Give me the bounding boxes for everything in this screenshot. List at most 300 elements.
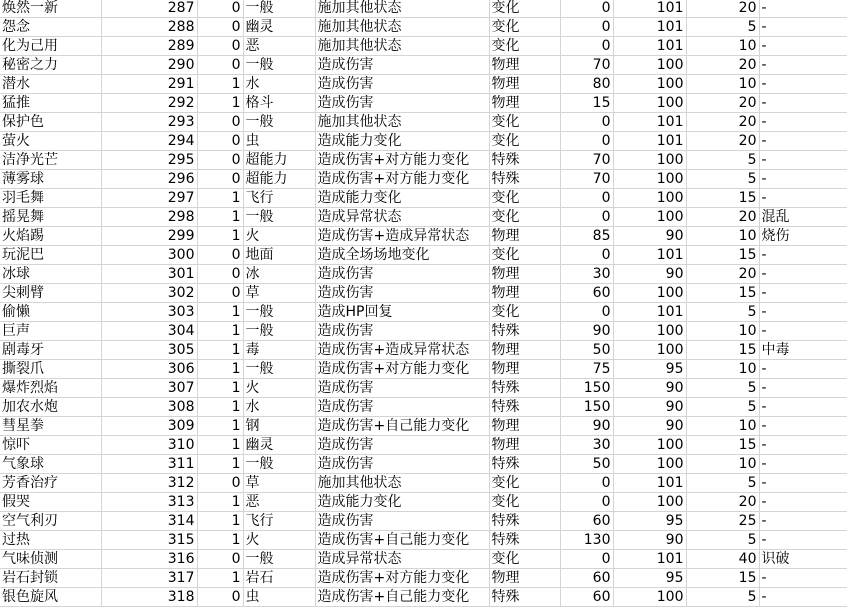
cell-effect[interactable]: 造成HP回复 <box>315 303 489 322</box>
cell-status[interactable]: - <box>759 18 847 37</box>
cell-category[interactable]: 物理 <box>489 417 560 436</box>
cell-power[interactable]: 80 <box>560 75 613 94</box>
cell-move-id[interactable]: 289 <box>101 37 197 56</box>
cell-category[interactable]: 变化 <box>489 18 560 37</box>
cell-status[interactable]: - <box>759 512 847 531</box>
cell-move-name[interactable]: 火焰踢 <box>0 227 101 246</box>
cell-move-id[interactable]: 301 <box>101 265 197 284</box>
cell-effect[interactable]: 造成伤害 <box>315 398 489 417</box>
cell-move-id[interactable]: 302 <box>101 284 197 303</box>
cell-flag[interactable]: 0 <box>197 550 243 569</box>
cell-move-name[interactable]: 猛推 <box>0 94 101 113</box>
cell-type[interactable]: 水 <box>243 398 315 417</box>
cell-power[interactable]: 0 <box>560 189 613 208</box>
cell-move-id[interactable]: 312 <box>101 474 197 493</box>
cell-pp[interactable]: 5 <box>686 588 759 607</box>
cell-status[interactable]: - <box>759 360 847 379</box>
cell-status[interactable]: 烧伤 <box>759 227 847 246</box>
cell-status[interactable]: - <box>759 170 847 189</box>
cell-accuracy[interactable]: 101 <box>613 113 686 132</box>
cell-move-id[interactable]: 318 <box>101 588 197 607</box>
cell-effect[interactable]: 造成能力变化 <box>315 493 489 512</box>
cell-category[interactable]: 变化 <box>489 474 560 493</box>
cell-category[interactable]: 特殊 <box>489 379 560 398</box>
cell-pp[interactable]: 10 <box>686 360 759 379</box>
cell-accuracy[interactable]: 101 <box>613 37 686 56</box>
cell-flag[interactable]: 1 <box>197 531 243 550</box>
cell-effect[interactable]: 造成伤害 <box>315 265 489 284</box>
cell-type[interactable]: 飞行 <box>243 512 315 531</box>
cell-move-id[interactable]: 315 <box>101 531 197 550</box>
cell-type[interactable]: 恶 <box>243 493 315 512</box>
cell-accuracy[interactable]: 100 <box>613 493 686 512</box>
cell-category[interactable]: 变化 <box>489 37 560 56</box>
cell-move-id[interactable]: 298 <box>101 208 197 227</box>
cell-accuracy[interactable]: 100 <box>613 170 686 189</box>
cell-power[interactable]: 90 <box>560 417 613 436</box>
cell-flag[interactable]: 1 <box>197 512 243 531</box>
cell-status[interactable]: - <box>759 474 847 493</box>
cell-status[interactable]: - <box>759 132 847 151</box>
cell-flag[interactable]: 0 <box>197 265 243 284</box>
cell-move-name[interactable]: 潜水 <box>0 75 101 94</box>
cell-pp[interactable]: 5 <box>686 379 759 398</box>
cell-move-name[interactable]: 彗星拳 <box>0 417 101 436</box>
cell-accuracy[interactable]: 100 <box>613 208 686 227</box>
cell-move-name[interactable]: 玩泥巴 <box>0 246 101 265</box>
cell-type[interactable]: 超能力 <box>243 151 315 170</box>
cell-type[interactable]: 火 <box>243 227 315 246</box>
cell-flag[interactable]: 1 <box>197 455 243 474</box>
cell-type[interactable]: 冰 <box>243 265 315 284</box>
cell-move-name[interactable]: 羽毛舞 <box>0 189 101 208</box>
cell-category[interactable]: 特殊 <box>489 322 560 341</box>
cell-type[interactable]: 地面 <box>243 246 315 265</box>
cell-category[interactable]: 特殊 <box>489 170 560 189</box>
cell-move-name[interactable]: 爆炸烈焰 <box>0 379 101 398</box>
cell-effect[interactable]: 造成伤害 <box>315 436 489 455</box>
cell-type[interactable]: 幽灵 <box>243 18 315 37</box>
cell-category[interactable]: 物理 <box>489 56 560 75</box>
cell-type[interactable]: 一般 <box>243 208 315 227</box>
cell-move-name[interactable]: 假哭 <box>0 493 101 512</box>
cell-flag[interactable]: 1 <box>197 436 243 455</box>
cell-pp[interactable]: 20 <box>686 208 759 227</box>
cell-effect[interactable]: 造成能力变化 <box>315 189 489 208</box>
cell-effect[interactable]: 造成伤害+对方能力变化 <box>315 170 489 189</box>
cell-accuracy[interactable]: 90 <box>613 417 686 436</box>
cell-power[interactable]: 0 <box>560 474 613 493</box>
cell-category[interactable]: 物理 <box>489 284 560 303</box>
cell-accuracy[interactable]: 101 <box>613 18 686 37</box>
cell-type[interactable]: 一般 <box>243 56 315 75</box>
cell-pp[interactable]: 20 <box>686 132 759 151</box>
cell-accuracy[interactable]: 90 <box>613 265 686 284</box>
cell-flag[interactable]: 0 <box>197 474 243 493</box>
cell-type[interactable]: 飞行 <box>243 189 315 208</box>
cell-accuracy[interactable]: 100 <box>613 588 686 607</box>
cell-move-id[interactable]: 308 <box>101 398 197 417</box>
cell-move-id[interactable]: 287 <box>101 0 197 18</box>
cell-type[interactable]: 草 <box>243 284 315 303</box>
cell-power[interactable]: 75 <box>560 360 613 379</box>
cell-move-name[interactable]: 气味侦测 <box>0 550 101 569</box>
cell-accuracy[interactable]: 101 <box>613 550 686 569</box>
cell-power[interactable]: 30 <box>560 265 613 284</box>
cell-type[interactable]: 火 <box>243 531 315 550</box>
cell-power[interactable]: 0 <box>560 18 613 37</box>
cell-pp[interactable]: 5 <box>686 303 759 322</box>
cell-move-name[interactable]: 岩石封锁 <box>0 569 101 588</box>
cell-effect[interactable]: 施加其他状态 <box>315 0 489 18</box>
cell-accuracy[interactable]: 100 <box>613 341 686 360</box>
cell-pp[interactable]: 15 <box>686 341 759 360</box>
cell-power[interactable]: 0 <box>560 37 613 56</box>
cell-power[interactable]: 60 <box>560 588 613 607</box>
cell-move-id[interactable]: 296 <box>101 170 197 189</box>
cell-flag[interactable]: 1 <box>197 303 243 322</box>
cell-type[interactable]: 格斗 <box>243 94 315 113</box>
cell-pp[interactable]: 20 <box>686 493 759 512</box>
cell-flag[interactable]: 1 <box>197 322 243 341</box>
cell-pp[interactable]: 5 <box>686 18 759 37</box>
cell-effect[interactable]: 造成异常状态 <box>315 208 489 227</box>
cell-move-name[interactable]: 加农水炮 <box>0 398 101 417</box>
cell-category[interactable]: 特殊 <box>489 531 560 550</box>
cell-move-name[interactable]: 冰球 <box>0 265 101 284</box>
cell-move-name[interactable]: 偷懒 <box>0 303 101 322</box>
cell-type[interactable]: 一般 <box>243 0 315 18</box>
cell-power[interactable]: 0 <box>560 0 613 18</box>
cell-power[interactable]: 70 <box>560 151 613 170</box>
cell-flag[interactable]: 0 <box>197 37 243 56</box>
cell-flag[interactable]: 1 <box>197 417 243 436</box>
cell-flag[interactable]: 0 <box>197 170 243 189</box>
cell-power[interactable]: 30 <box>560 436 613 455</box>
cell-move-id[interactable]: 307 <box>101 379 197 398</box>
cell-move-id[interactable]: 304 <box>101 322 197 341</box>
cell-type[interactable]: 一般 <box>243 550 315 569</box>
cell-status[interactable]: - <box>759 531 847 550</box>
cell-effect[interactable]: 施加其他状态 <box>315 474 489 493</box>
cell-category[interactable]: 特殊 <box>489 398 560 417</box>
cell-power[interactable]: 85 <box>560 227 613 246</box>
cell-pp[interactable]: 15 <box>686 246 759 265</box>
cell-flag[interactable]: 0 <box>197 132 243 151</box>
cell-status[interactable]: - <box>759 303 847 322</box>
cell-pp[interactable]: 10 <box>686 227 759 246</box>
cell-flag[interactable]: 0 <box>197 0 243 18</box>
cell-effect[interactable]: 造成伤害+造成异常状态 <box>315 227 489 246</box>
cell-flag[interactable]: 0 <box>197 588 243 607</box>
cell-category[interactable]: 物理 <box>489 227 560 246</box>
cell-type[interactable]: 一般 <box>243 113 315 132</box>
cell-type[interactable]: 毒 <box>243 341 315 360</box>
cell-type[interactable]: 一般 <box>243 322 315 341</box>
cell-accuracy[interactable]: 100 <box>613 189 686 208</box>
cell-power[interactable]: 60 <box>560 284 613 303</box>
cell-move-name[interactable]: 芳香治疗 <box>0 474 101 493</box>
cell-pp[interactable]: 10 <box>686 37 759 56</box>
cell-accuracy[interactable]: 100 <box>613 322 686 341</box>
cell-status[interactable]: 识破 <box>759 550 847 569</box>
cell-flag[interactable]: 0 <box>197 246 243 265</box>
cell-status[interactable]: - <box>759 189 847 208</box>
cell-power[interactable]: 0 <box>560 113 613 132</box>
cell-power[interactable]: 90 <box>560 322 613 341</box>
cell-type[interactable]: 钢 <box>243 417 315 436</box>
cell-effect[interactable]: 造成伤害 <box>315 284 489 303</box>
cell-pp[interactable]: 15 <box>686 189 759 208</box>
cell-category[interactable]: 物理 <box>489 436 560 455</box>
cell-move-name[interactable]: 怨念 <box>0 18 101 37</box>
cell-status[interactable]: - <box>759 151 847 170</box>
cell-type[interactable]: 一般 <box>243 360 315 379</box>
cell-flag[interactable]: 1 <box>197 75 243 94</box>
cell-move-id[interactable]: 310 <box>101 436 197 455</box>
cell-flag[interactable]: 1 <box>197 208 243 227</box>
cell-accuracy[interactable]: 100 <box>613 284 686 303</box>
cell-type[interactable]: 一般 <box>243 455 315 474</box>
cell-category[interactable]: 变化 <box>489 550 560 569</box>
cell-power[interactable]: 70 <box>560 56 613 75</box>
cell-status[interactable]: - <box>759 94 847 113</box>
cell-status[interactable]: - <box>759 265 847 284</box>
cell-move-id[interactable]: 292 <box>101 94 197 113</box>
cell-category[interactable]: 变化 <box>489 303 560 322</box>
cell-accuracy[interactable]: 100 <box>613 56 686 75</box>
cell-move-id[interactable]: 297 <box>101 189 197 208</box>
cell-move-name[interactable]: 过热 <box>0 531 101 550</box>
cell-status[interactable]: - <box>759 398 847 417</box>
cell-pp[interactable]: 10 <box>686 322 759 341</box>
cell-effect[interactable]: 施加其他状态 <box>315 113 489 132</box>
cell-move-id[interactable]: 306 <box>101 360 197 379</box>
cell-pp[interactable]: 20 <box>686 265 759 284</box>
cell-category[interactable]: 特殊 <box>489 151 560 170</box>
cell-effect[interactable]: 造成伤害 <box>315 512 489 531</box>
cell-effect[interactable]: 造成伤害+对方能力变化 <box>315 360 489 379</box>
cell-status[interactable]: - <box>759 113 847 132</box>
cell-flag[interactable]: 0 <box>197 56 243 75</box>
cell-move-id[interactable]: 294 <box>101 132 197 151</box>
cell-effect[interactable]: 造成伤害 <box>315 322 489 341</box>
cell-accuracy[interactable]: 100 <box>613 75 686 94</box>
cell-effect[interactable]: 造成全场场地变化 <box>315 246 489 265</box>
cell-move-name[interactable]: 摇晃舞 <box>0 208 101 227</box>
cell-move-name[interactable]: 化为己用 <box>0 37 101 56</box>
cell-status[interactable]: - <box>759 246 847 265</box>
cell-pp[interactable]: 20 <box>686 113 759 132</box>
cell-effect[interactable]: 造成伤害 <box>315 455 489 474</box>
cell-status[interactable]: - <box>759 436 847 455</box>
cell-category[interactable]: 变化 <box>489 246 560 265</box>
cell-flag[interactable]: 0 <box>197 18 243 37</box>
cell-pp[interactable]: 5 <box>686 151 759 170</box>
cell-flag[interactable]: 0 <box>197 284 243 303</box>
cell-accuracy[interactable]: 100 <box>613 436 686 455</box>
cell-move-name[interactable]: 洁净光芒 <box>0 151 101 170</box>
cell-move-name[interactable]: 空气利刃 <box>0 512 101 531</box>
cell-category[interactable]: 变化 <box>489 113 560 132</box>
cell-type[interactable]: 岩石 <box>243 569 315 588</box>
cell-move-name[interactable]: 巨声 <box>0 322 101 341</box>
cell-flag[interactable]: 1 <box>197 379 243 398</box>
cell-status[interactable]: - <box>759 322 847 341</box>
cell-accuracy[interactable]: 101 <box>613 132 686 151</box>
cell-status[interactable]: - <box>759 284 847 303</box>
cell-category[interactable]: 物理 <box>489 569 560 588</box>
cell-category[interactable]: 变化 <box>489 0 560 18</box>
cell-move-name[interactable]: 焕然一新 <box>0 0 101 18</box>
cell-type[interactable]: 一般 <box>243 303 315 322</box>
cell-category[interactable]: 变化 <box>489 208 560 227</box>
cell-category[interactable]: 物理 <box>489 341 560 360</box>
cell-power[interactable]: 150 <box>560 398 613 417</box>
cell-accuracy[interactable]: 101 <box>613 0 686 18</box>
cell-effect[interactable]: 施加其他状态 <box>315 37 489 56</box>
cell-power[interactable]: 60 <box>560 569 613 588</box>
cell-effect[interactable]: 造成伤害+自己能力变化 <box>315 531 489 550</box>
cell-move-id[interactable]: 295 <box>101 151 197 170</box>
cell-move-id[interactable]: 317 <box>101 569 197 588</box>
cell-accuracy[interactable]: 101 <box>613 474 686 493</box>
cell-move-id[interactable]: 300 <box>101 246 197 265</box>
cell-move-name[interactable]: 萤火 <box>0 132 101 151</box>
cell-status[interactable]: - <box>759 56 847 75</box>
cell-move-name[interactable]: 秘密之力 <box>0 56 101 75</box>
cell-power[interactable]: 50 <box>560 341 613 360</box>
cell-category[interactable]: 特殊 <box>489 455 560 474</box>
cell-flag[interactable]: 1 <box>197 189 243 208</box>
cell-accuracy[interactable]: 101 <box>613 303 686 322</box>
cell-accuracy[interactable]: 100 <box>613 455 686 474</box>
cell-accuracy[interactable]: 100 <box>613 151 686 170</box>
cell-category[interactable]: 物理 <box>489 75 560 94</box>
cell-pp[interactable]: 5 <box>686 170 759 189</box>
cell-power[interactable]: 0 <box>560 132 613 151</box>
cell-effect[interactable]: 造成伤害+自己能力变化 <box>315 588 489 607</box>
cell-accuracy[interactable]: 101 <box>613 246 686 265</box>
cell-status[interactable]: 中毒 <box>759 341 847 360</box>
cell-power[interactable]: 0 <box>560 550 613 569</box>
cell-pp[interactable]: 5 <box>686 398 759 417</box>
cell-pp[interactable]: 10 <box>686 417 759 436</box>
cell-type[interactable]: 火 <box>243 379 315 398</box>
cell-effect[interactable]: 造成能力变化 <box>315 132 489 151</box>
cell-pp[interactable]: 20 <box>686 0 759 18</box>
cell-type[interactable]: 虫 <box>243 132 315 151</box>
cell-pp[interactable]: 15 <box>686 284 759 303</box>
cell-effect[interactable]: 造成伤害+造成异常状态 <box>315 341 489 360</box>
cell-accuracy[interactable]: 90 <box>613 398 686 417</box>
cell-pp[interactable]: 25 <box>686 512 759 531</box>
cell-accuracy[interactable]: 90 <box>613 379 686 398</box>
cell-pp[interactable]: 15 <box>686 436 759 455</box>
cell-power[interactable]: 15 <box>560 94 613 113</box>
cell-move-name[interactable]: 薄雾球 <box>0 170 101 189</box>
cell-power[interactable]: 70 <box>560 170 613 189</box>
cell-power[interactable]: 60 <box>560 512 613 531</box>
cell-status[interactable]: - <box>759 569 847 588</box>
cell-category[interactable]: 物理 <box>489 265 560 284</box>
cell-status[interactable]: - <box>759 75 847 94</box>
cell-status[interactable]: - <box>759 417 847 436</box>
cell-category[interactable]: 物理 <box>489 360 560 379</box>
cell-accuracy[interactable]: 95 <box>613 512 686 531</box>
cell-effect[interactable]: 造成伤害+自己能力变化 <box>315 417 489 436</box>
cell-effect[interactable]: 施加其他状态 <box>315 18 489 37</box>
cell-move-name[interactable]: 撕裂爪 <box>0 360 101 379</box>
cell-move-id[interactable]: 299 <box>101 227 197 246</box>
cell-power[interactable]: 150 <box>560 379 613 398</box>
cell-category[interactable]: 变化 <box>489 189 560 208</box>
cell-status[interactable]: - <box>759 493 847 512</box>
cell-category[interactable]: 特殊 <box>489 588 560 607</box>
cell-category[interactable]: 变化 <box>489 493 560 512</box>
cell-move-id[interactable]: 291 <box>101 75 197 94</box>
cell-effect[interactable]: 造成伤害 <box>315 56 489 75</box>
cell-category[interactable]: 物理 <box>489 94 560 113</box>
cell-category[interactable]: 变化 <box>489 132 560 151</box>
cell-accuracy[interactable]: 100 <box>613 94 686 113</box>
cell-effect[interactable]: 造成伤害+对方能力变化 <box>315 151 489 170</box>
cell-effect[interactable]: 造成伤害+对方能力变化 <box>315 569 489 588</box>
cell-category[interactable]: 特殊 <box>489 512 560 531</box>
cell-move-name[interactable]: 气象球 <box>0 455 101 474</box>
cell-pp[interactable]: 5 <box>686 531 759 550</box>
cell-move-id[interactable]: 316 <box>101 550 197 569</box>
cell-flag[interactable]: 0 <box>197 151 243 170</box>
cell-type[interactable]: 水 <box>243 75 315 94</box>
cell-move-id[interactable]: 309 <box>101 417 197 436</box>
cell-move-id[interactable]: 290 <box>101 56 197 75</box>
cell-type[interactable]: 恶 <box>243 37 315 56</box>
cell-effect[interactable]: 造成伤害 <box>315 94 489 113</box>
cell-effect[interactable]: 造成伤害 <box>315 75 489 94</box>
cell-pp[interactable]: 20 <box>686 94 759 113</box>
cell-power[interactable]: 0 <box>560 208 613 227</box>
cell-status[interactable]: - <box>759 588 847 607</box>
cell-type[interactable]: 幽灵 <box>243 436 315 455</box>
cell-power[interactable]: 130 <box>560 531 613 550</box>
cell-flag[interactable]: 1 <box>197 227 243 246</box>
cell-pp[interactable]: 15 <box>686 569 759 588</box>
cell-status[interactable]: - <box>759 0 847 18</box>
cell-power[interactable]: 0 <box>560 303 613 322</box>
cell-pp[interactable]: 20 <box>686 56 759 75</box>
cell-power[interactable]: 50 <box>560 455 613 474</box>
cell-power[interactable]: 0 <box>560 246 613 265</box>
cell-status[interactable]: - <box>759 379 847 398</box>
cell-move-name[interactable]: 惊吓 <box>0 436 101 455</box>
cell-move-name[interactable]: 尖刺臂 <box>0 284 101 303</box>
cell-move-name[interactable]: 银色旋风 <box>0 588 101 607</box>
cell-move-id[interactable]: 288 <box>101 18 197 37</box>
cell-move-id[interactable]: 311 <box>101 455 197 474</box>
cell-type[interactable]: 草 <box>243 474 315 493</box>
cell-power[interactable]: 0 <box>560 493 613 512</box>
cell-flag[interactable]: 1 <box>197 94 243 113</box>
cell-flag[interactable]: 1 <box>197 341 243 360</box>
cell-pp[interactable]: 5 <box>686 474 759 493</box>
cell-move-id[interactable]: 314 <box>101 512 197 531</box>
cell-effect[interactable]: 造成伤害 <box>315 379 489 398</box>
cell-flag[interactable]: 1 <box>197 569 243 588</box>
cell-status[interactable]: 混乱 <box>759 208 847 227</box>
cell-flag[interactable]: 0 <box>197 113 243 132</box>
cell-pp[interactable]: 40 <box>686 550 759 569</box>
